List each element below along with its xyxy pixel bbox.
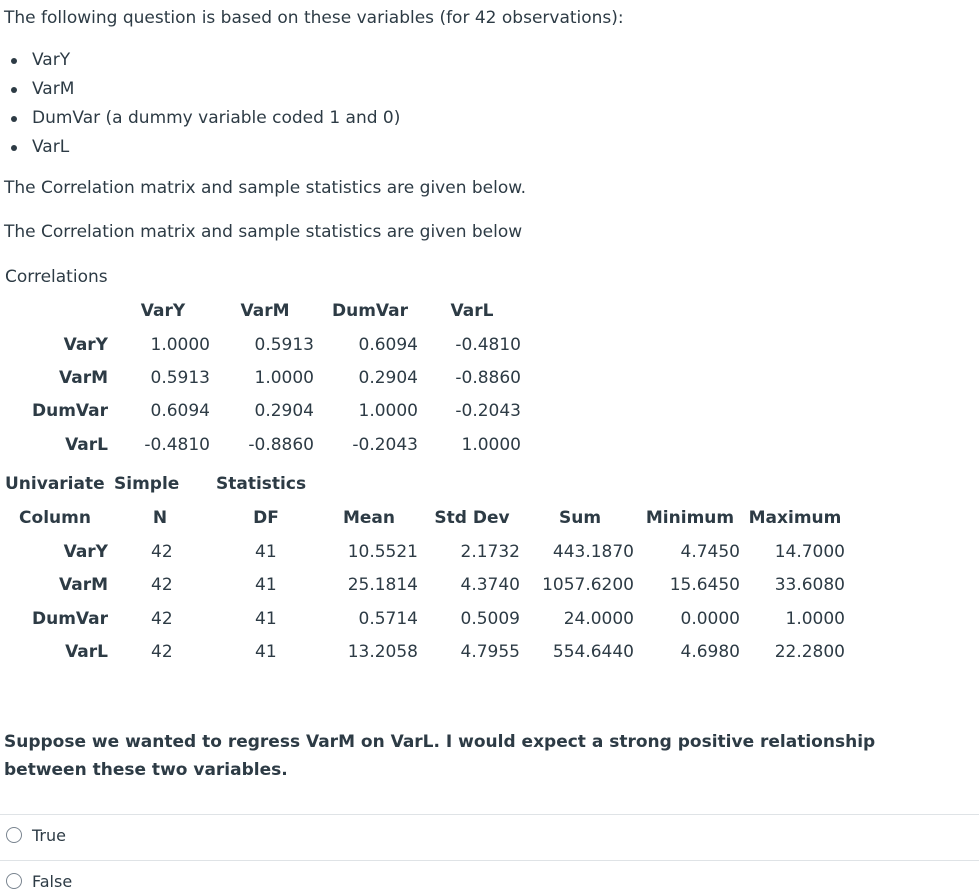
corr-value: 1.0000 — [150, 335, 210, 355]
stats-row-label: VarY — [63, 542, 108, 562]
radio-button[interactable] — [6, 827, 22, 843]
corr-value: 0.5913 — [254, 335, 314, 355]
corr-value: -0.4810 — [144, 435, 210, 455]
variable-item: DumVar (a dummy variable coded 1 and 0) — [4, 104, 400, 133]
corr-value: -0.8860 — [455, 368, 521, 388]
stats-sum: 24.0000 — [563, 609, 634, 629]
stats-max: 33.6080 — [774, 575, 845, 595]
stats-header: Minimum — [645, 508, 735, 528]
stats-mean: 0.5714 — [358, 609, 418, 629]
corr-value: 0.6094 — [150, 401, 210, 421]
corr-value: 1.0000 — [358, 401, 418, 421]
divider — [0, 814, 979, 815]
statement-1: The Correlation matrix and sample statistics are given below. — [4, 178, 526, 198]
stats-sum: 554.6440 — [552, 642, 634, 662]
option-label: False — [32, 871, 73, 891]
corr-row-label: DumVar — [31, 401, 108, 421]
variable-item: VarY — [4, 46, 400, 75]
stats-n: 42 — [151, 642, 173, 662]
corr-value: 0.6094 — [358, 335, 418, 355]
stats-n: 42 — [151, 542, 173, 562]
corr-value: 0.5913 — [150, 368, 210, 388]
correlations-title: Correlations — [5, 267, 108, 287]
stats-std: 4.7955 — [460, 642, 520, 662]
stats-mean: 10.5521 — [347, 542, 418, 562]
radio-button[interactable] — [6, 873, 22, 889]
univariate-title-word: Statistics — [216, 474, 307, 494]
stats-df: 41 — [255, 542, 277, 562]
stats-min: 15.6450 — [669, 575, 740, 595]
stats-n: 42 — [151, 609, 173, 629]
corr-header: VarY — [140, 301, 186, 321]
option-false[interactable] — [6, 870, 72, 892]
corr-value: -0.2043 — [352, 435, 418, 455]
stats-mean: 13.2058 — [347, 642, 418, 662]
univariate-title-word: Simple — [114, 474, 180, 494]
stats-header: DF — [253, 508, 279, 528]
stats-min: 4.6980 — [680, 642, 740, 662]
option-true[interactable] — [6, 824, 66, 846]
corr-value: 1.0000 — [254, 368, 314, 388]
variable-item: VarL — [4, 133, 400, 162]
corr-row-label: VarY — [63, 335, 108, 355]
stats-df: 41 — [255, 642, 277, 662]
corr-value: 1.0000 — [461, 435, 521, 455]
corr-value: 0.2904 — [358, 368, 418, 388]
option-label: True — [32, 825, 66, 845]
variable-list — [4, 46, 400, 162]
intro-text: The following question is based on these variables (for 42 observations): — [4, 8, 624, 28]
corr-header: VarL — [450, 301, 494, 321]
stats-header: Std Dev — [434, 508, 510, 528]
stats-header: Mean — [342, 508, 396, 528]
corr-row-label: VarL — [65, 435, 108, 455]
stats-max: 14.7000 — [774, 542, 845, 562]
corr-value: -0.4810 — [455, 335, 521, 355]
stats-min: 0.0000 — [680, 609, 740, 629]
stats-mean: 25.1814 — [347, 575, 418, 595]
stats-row-label: VarM — [59, 575, 108, 595]
corr-value: 0.2904 — [254, 401, 314, 421]
stats-sum: 443.1870 — [552, 542, 634, 562]
corr-header: VarM — [240, 301, 290, 321]
stats-std: 2.1732 — [460, 542, 520, 562]
variable-item: VarM — [4, 75, 400, 104]
stats-header: Maximum — [748, 508, 842, 528]
question-text: Suppose we wanted to regress VarM on VarL. I would expect a strong positive relationship between these two variables. — [4, 732, 876, 780]
corr-value: -0.2043 — [455, 401, 521, 421]
stats-sum: 1057.6200 — [542, 575, 634, 595]
stats-max: 1.0000 — [785, 609, 845, 629]
statement-2: The Correlation matrix and sample statistics are given below — [4, 222, 523, 242]
stats-header: Column — [19, 508, 91, 528]
stats-df: 41 — [255, 609, 277, 629]
stats-df: 41 — [255, 575, 277, 595]
corr-header: DumVar — [331, 301, 408, 321]
univariate-title-word: Univariate — [5, 474, 105, 494]
stats-header: N — [152, 508, 168, 528]
corr-row-label: VarM — [59, 368, 108, 388]
stats-max: 22.2800 — [774, 642, 845, 662]
corr-value: -0.8860 — [248, 435, 314, 455]
stats-n: 42 — [151, 575, 173, 595]
stats-header: Sum — [558, 508, 602, 528]
stats-std: 0.5009 — [460, 609, 520, 629]
stats-row-label: VarL — [65, 642, 108, 662]
stats-std: 4.3740 — [460, 575, 520, 595]
stats-row-label: DumVar — [31, 609, 108, 629]
stats-min: 4.7450 — [680, 542, 740, 562]
divider — [0, 860, 979, 861]
